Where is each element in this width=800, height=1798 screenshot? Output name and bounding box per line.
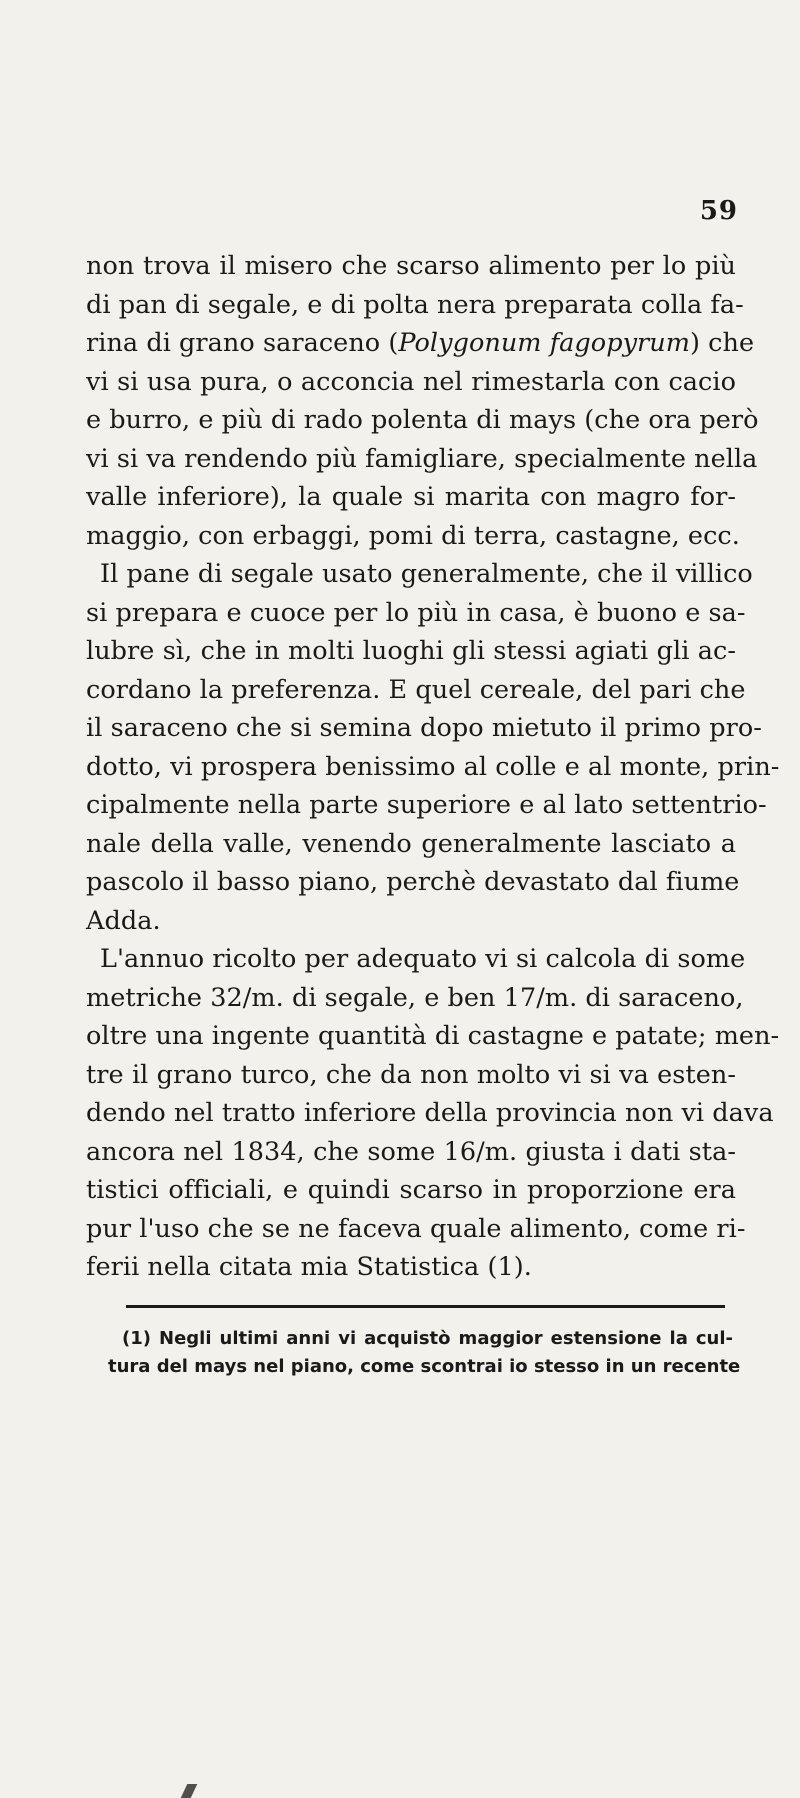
body-line: dotto, vi prospera benissimo al colle e al monte, prin- [86,751,780,782]
body-line: ancora nel 1834, che some 16/m. giusta i dati sta- [86,1136,736,1167]
body-line: si prepara e cuoce per lo più in casa, è buono e sa- [86,597,746,628]
body-line: e burro, e più di rado polenta di mays (che ora però [86,405,759,435]
species-name: Polygonum fagopyrum [398,328,690,358]
body-line: tre il grano turco, che da non molto vi si va esten- [86,1059,736,1090]
body-line: ferii nella citata mia Statistica (1). [86,1252,532,1282]
body-line: il saraceno che si semina dopo mietuto il primo pro- [86,713,762,743]
body-line: Adda. [86,905,161,936]
body-line [86,324,755,363]
footnote-line: (1) Negli ultimi anni vi acquistò maggior estensione la cul- [122,1328,733,1349]
body-line: dendo nel tratto inferiore della provincia non vi dava [86,1098,774,1128]
ink-mark [181,1784,198,1798]
body-line: L'annuo ricolto per adequato vi si calcola di some [100,944,746,974]
body-line: metriche 32/m. di segale, e ben 17/m. di saraceno, [86,982,744,1013]
body-text [86,247,780,1287]
body-line: cipalmente nella parte superiore e al lato settentrio- [86,790,767,820]
body-line: Il pane di segale usato generalmente, che il villico [100,559,753,589]
body-line: nale della valle, venendo generalmente lasciato a [86,828,736,859]
body-line: maggio, con erbaggi, pomi di terra, castagne, ecc. [86,520,740,551]
footnote [108,1325,741,1381]
footnote-line: tura del mays nel piano, come scontrai io stesso in un recente [108,1356,741,1377]
body-line: vi si va rendendo più famigliare, specialmente nella [86,443,758,474]
body-line: valle inferiore), la quale si marita con magro for- [86,482,736,512]
body-line: lubre sì, che in molti luoghi gli stessi agiati gli ac- [86,636,736,666]
body-line: pascolo il basso piano, perchè devastato dal fiume [86,867,740,897]
body-line: tistici officiali, e quindi scarso in proporzione era [86,1175,736,1205]
body-line: pur l'uso che se ne faceva quale alimento, come ri- [86,1213,746,1244]
footnote-divider [126,1305,725,1308]
body-line: vi si usa pura, o acconcia nel rimestarla con cacio [86,366,736,397]
body-line: oltre una ingente quantità di castagne e patate; men- [86,1021,780,1051]
body-line: non trova il misero che scarso alimento per lo più [86,251,736,281]
page-number: 59 [699,196,738,226]
body-line-part: rina di grano saraceno ( [86,328,399,358]
body-line: di pan di segale, e di polta nera preparata colla fa- [86,289,744,320]
body-line-part: ) che [689,328,755,358]
body-line: cordano la preferenza. E quel cereale, del pari che [86,674,746,705]
